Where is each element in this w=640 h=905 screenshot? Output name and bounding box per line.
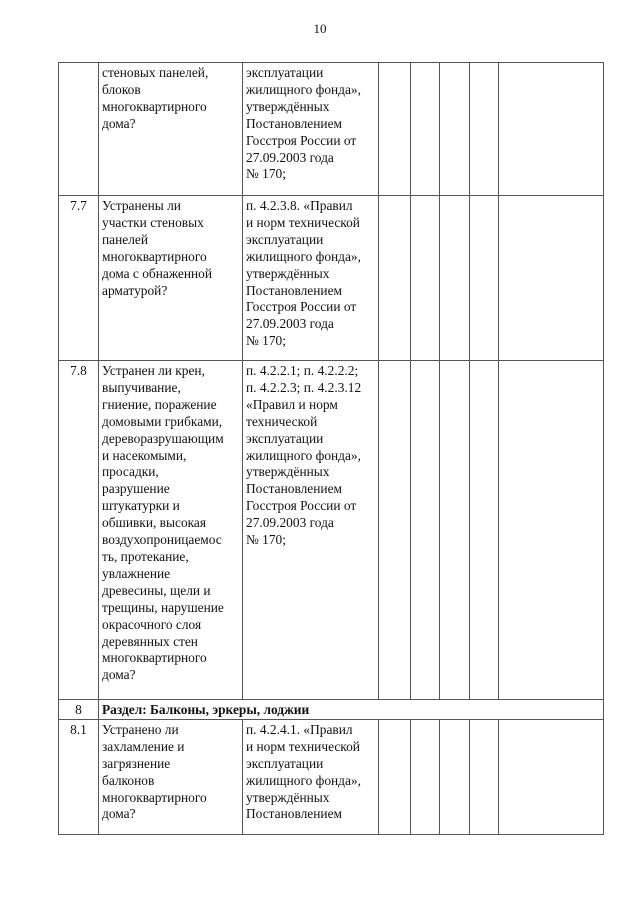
question-cell: Устранен ли крен, выпучивание, гниение, поражение домовыми грибками, дереворазрушающим и насекомыми, просадки, разрушение штукатурки и обшивки, высокая воздухопроницаемос ть, протекание, увлажнение древесины, щели и трещины, нарушение окрасочного слоя деревянных стен многоквартирного дома? xyxy=(99,361,243,700)
section-number: 8 xyxy=(59,700,99,720)
answer-no-cell xyxy=(411,361,440,700)
reference-cell: эксплуатации жилищного фонда», утверждённых Постановлением Госстроя России от 27.09.2003 года № 170; xyxy=(243,63,379,196)
answer-na-cell xyxy=(440,719,470,834)
page-number: 10 xyxy=(313,21,327,36)
answer-extra-cell xyxy=(470,361,499,700)
section-row xyxy=(59,700,604,720)
row-number xyxy=(59,63,99,196)
table-row xyxy=(59,719,604,834)
reference-cell: п. 4.2.4.1. «Правил и норм технической эксплуатации жилищного фонда», утверждённых Постановлением xyxy=(243,719,379,834)
table-row xyxy=(59,196,604,361)
answer-extra-cell xyxy=(470,719,499,834)
note-cell xyxy=(499,196,604,361)
answer-na-cell xyxy=(440,196,470,361)
question-cell: Устранены ли участки стеновых панелей многоквартирного дома с обнаженной арматурой? xyxy=(99,196,243,361)
reference-cell: п. 4.2.3.8. «Правил и норм технической эксплуатации жилищного фонда», утверждённых Постановлением Госстроя России от 27.09.2003 года № 170; xyxy=(243,196,379,361)
checklist-table xyxy=(58,62,604,835)
row-number: 7.8 xyxy=(59,361,99,700)
question-cell: стеновых панелей, блоков многоквартирного дома? xyxy=(99,63,243,196)
table-row xyxy=(59,361,604,700)
answer-no-cell xyxy=(411,719,440,834)
section-title: Раздел: Балконы, эркеры, лоджии xyxy=(99,700,604,720)
note-cell xyxy=(499,719,604,834)
answer-no-cell xyxy=(411,63,440,196)
answer-na-cell xyxy=(440,63,470,196)
answer-na-cell xyxy=(440,361,470,700)
row-number: 7.7 xyxy=(59,196,99,361)
answer-yes-cell xyxy=(379,63,411,196)
answer-no-cell xyxy=(411,196,440,361)
answer-extra-cell xyxy=(470,196,499,361)
question-cell: Устранено ли захламление и загрязнение балконов многоквартирного дома? xyxy=(99,719,243,834)
answer-yes-cell xyxy=(379,719,411,834)
table-row xyxy=(59,63,604,196)
row-number: 8.1 xyxy=(59,719,99,834)
note-cell xyxy=(499,63,604,196)
answer-yes-cell xyxy=(379,196,411,361)
reference-cell: п. 4.2.2.1; п. 4.2.2.2; п. 4.2.2.3; п. 4.2.3.12 «Правил и норм технической эксплуатации жилищного фонда», утверждённых Постановлением Госстроя России от 27.09.2003 года № 170; xyxy=(243,361,379,700)
note-cell xyxy=(499,361,604,700)
answer-extra-cell xyxy=(470,63,499,196)
answer-yes-cell xyxy=(379,361,411,700)
